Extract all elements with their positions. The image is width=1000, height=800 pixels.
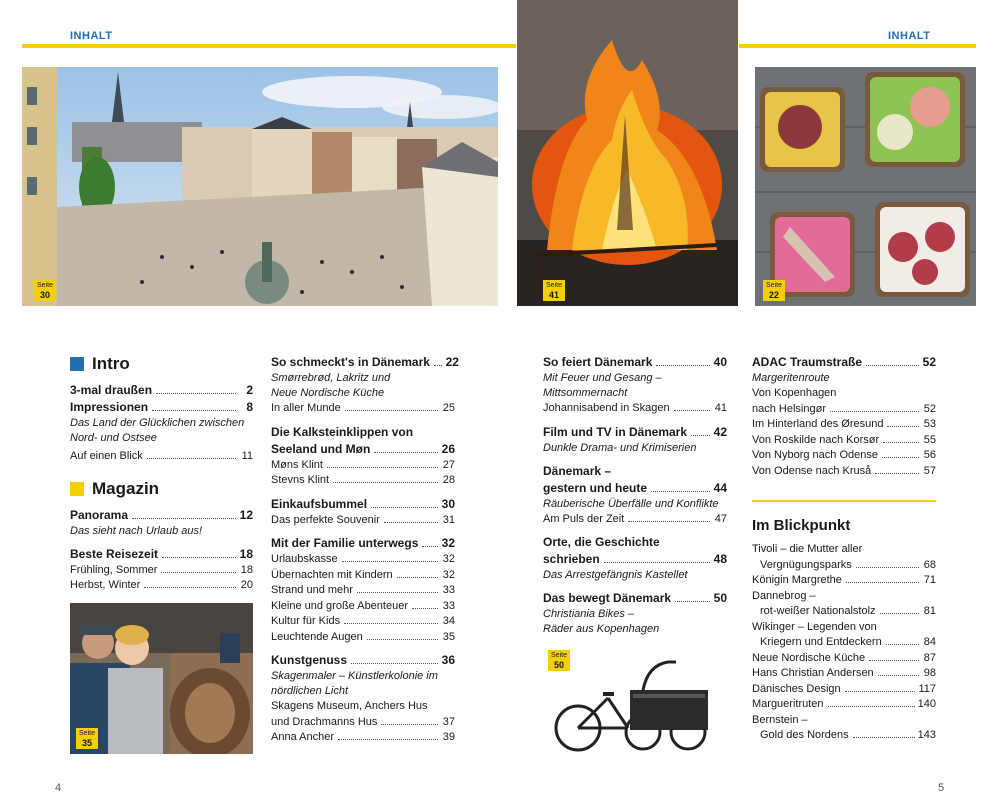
toc-subtitle: Smørrebrød, Lakritz und <box>271 372 391 384</box>
toc-subtitle: Mit Feuer und Gesang – <box>543 372 662 384</box>
badge-page-number: 30 <box>39 290 50 300</box>
badge-page-number: 22 <box>768 290 779 300</box>
toc-entry[interactable]: nach Helsingør 52 <box>752 402 936 415</box>
toc-entry-title: Die Kalksteinklippen von <box>271 424 414 439</box>
toc-entry[interactable]: 3-mal draußen 2 <box>70 383 253 397</box>
toc-entry[interactable]: rot-weißer Nationalstolz 81 <box>760 605 936 617</box>
photo-smorrebrod <box>755 67 976 306</box>
toc-entry[interactable]: Gold des Nordens 143 <box>760 729 936 741</box>
toc-column-1 <box>70 354 253 594</box>
toc-entry-title: Wikinger – Legenden von <box>752 620 877 633</box>
toc-entry[interactable]: und Drachmanns Hus 37 <box>271 715 455 728</box>
toc-column-2 <box>271 354 459 746</box>
badge-page-number: 35 <box>81 738 92 748</box>
toc-entry[interactable]: Møns Klint 27 <box>271 458 455 471</box>
yellow-square-icon <box>70 482 84 496</box>
section-title: Magazin <box>92 478 160 498</box>
badge-page-number: 41 <box>548 290 559 300</box>
toc-entry[interactable]: Herbst, Winter 20 <box>70 579 253 591</box>
toc-entry[interactable]: schrieben 48 <box>543 552 727 566</box>
photo-copenhagen-square <box>22 67 498 306</box>
toc-entry-title: Orte, die Geschichte <box>543 535 660 549</box>
page-badge-food <box>763 280 785 301</box>
toc-entry-title: Von Kopenhagen <box>752 387 837 399</box>
section-intro-heading <box>70 354 253 374</box>
photo-christiania-bike <box>548 650 713 760</box>
page-number-right: 5 <box>938 782 945 794</box>
toc-entry[interactable]: Panorama 12 <box>70 507 253 522</box>
badge-label: Seite <box>79 730 95 737</box>
toc-entry[interactable]: Urlaubskasse 32 <box>271 553 455 565</box>
header-right: INHALT <box>888 30 931 42</box>
badge-page-number: 50 <box>553 660 564 670</box>
blue-square-icon <box>70 357 84 371</box>
toc-column-3 <box>543 354 727 637</box>
toc-entry[interactable]: Kriegern und Entdeckern 84 <box>760 636 936 648</box>
toc-entry[interactable]: Impressionen 8 <box>70 400 253 414</box>
toc-subtitle: Christiania Bikes – <box>543 608 635 620</box>
toc-subtitle: Margeritenroute <box>752 372 830 384</box>
badge-label: Seite <box>546 282 562 289</box>
toc-entry-title: Dänemark – <box>543 463 612 478</box>
header-left: INHALT <box>70 30 113 42</box>
toc-entry[interactable]: Margueritruten 140 <box>752 698 936 710</box>
photo-family-wood <box>70 603 253 754</box>
toc-entry[interactable]: Das perfekte Souvenir 31 <box>271 513 455 526</box>
badge-label: Seite <box>37 282 53 289</box>
toc-entry[interactable]: Stevns Klint 28 <box>271 474 455 486</box>
header-rule-left <box>22 44 516 48</box>
page-badge-bike <box>548 650 570 671</box>
toc-entry[interactable]: Strand und mehr 33 <box>271 584 455 596</box>
toc-entry[interactable]: Hans Christian Andersen 98 <box>752 667 936 679</box>
section-title: Intro <box>92 354 130 373</box>
toc-blickpunkt <box>752 517 936 744</box>
separator-line <box>752 500 936 502</box>
toc-entry[interactable]: So schmeckt's in Dänemark 22 <box>271 355 459 369</box>
toc-entry[interactable]: Von Odense nach Kruså 57 <box>752 464 936 477</box>
toc-subtitle: Nord- und Ostsee <box>70 432 157 444</box>
section-blickpunkt-heading <box>752 517 936 534</box>
toc-entry[interactable]: Vergnügungsparks 68 <box>760 558 936 571</box>
toc-entry[interactable]: Kleine und große Abenteuer 33 <box>271 599 455 612</box>
toc-entry[interactable]: gestern und heute 44 <box>543 480 727 495</box>
toc-entry[interactable]: Von Nyborg nach Odense 56 <box>752 449 936 461</box>
toc-subtitle: Mittsommernacht <box>543 387 628 399</box>
toc-entry[interactable]: Frühling, Sommer 18 <box>70 563 253 576</box>
toc-subtitle: Skagenmaler – Künstlerkolonie im <box>271 670 438 682</box>
toc-entry[interactable]: Kultur für Kids 34 <box>271 615 455 627</box>
toc-subtitle: Neue Nordische Küche <box>271 387 385 399</box>
toc-entry[interactable]: Von Roskilde nach Korsør 55 <box>752 433 936 446</box>
toc-subtitle: Räder aus Kopenhagen <box>543 623 660 635</box>
toc-entry[interactable]: Königin Margrethe 71 <box>752 574 936 586</box>
toc-subtitle: Räuberische Überfälle und Konflikte <box>543 497 719 510</box>
toc-entry[interactable]: Übernachten mit Kindern 32 <box>271 568 455 581</box>
section-magazin-heading <box>70 479 253 499</box>
toc-entry[interactable]: Am Puls der Zeit 47 <box>543 512 727 525</box>
toc-entry[interactable]: Auf einen Blick 11 <box>70 450 253 462</box>
page-badge-fire <box>543 280 565 301</box>
page-badge-square <box>34 280 56 301</box>
toc-entry[interactable]: Dänisches Design 117 <box>752 682 936 695</box>
toc-subtitle: Dunkle Drama- und Krimiserien <box>543 441 697 454</box>
toc-entry[interactable]: Leuchtende Augen 35 <box>271 630 455 643</box>
page-number-left: 4 <box>55 782 62 794</box>
toc-entry[interactable]: Einkaufsbummel 30 <box>271 496 455 511</box>
toc-column-4 <box>752 354 936 479</box>
toc-subtitle: Das sieht nach Urlaub aus! <box>70 524 203 537</box>
toc-entry-title: Dannebrog – <box>752 589 816 602</box>
toc-entry-title: Skagens Museum, Anchers Hus <box>271 700 428 712</box>
toc-entry[interactable]: Kunstgenuss 36 <box>271 653 455 667</box>
toc-entry[interactable]: Film und TV in Dänemark 42 <box>543 424 727 439</box>
toc-subtitle: Das Arrestgefängnis Kastellet <box>543 569 688 581</box>
toc-entry[interactable]: In aller Munde 25 <box>271 402 455 414</box>
toc-entry[interactable]: Anna Ancher 39 <box>271 731 455 743</box>
photo-midsummer-bonfire <box>517 0 738 306</box>
section-title: Im Blickpunkt <box>752 517 851 534</box>
toc-subtitle: nördlichen Licht <box>271 685 349 697</box>
badge-label: Seite <box>766 282 782 289</box>
toc-entry[interactable]: ADAC Traumstraße 52 <box>752 355 936 369</box>
toc-entry-title: Bernstein – <box>752 713 808 726</box>
badge-label: Seite <box>551 652 567 659</box>
toc-entry[interactable]: Im Hinterland des Øresund 53 <box>752 418 936 430</box>
toc-entry[interactable]: Beste Reisezeit 18 <box>70 546 253 561</box>
toc-entry[interactable]: Seeland und Møn 26 <box>271 441 455 456</box>
toc-entry-title: Tivoli – die Mutter aller <box>752 543 863 555</box>
toc-entry[interactable]: Das bewegt Dänemark 50 <box>543 591 727 605</box>
toc-entry[interactable]: So feiert Dänemark 40 <box>543 355 727 369</box>
toc-entry[interactable]: Mit der Familie unterwegs 32 <box>271 536 455 550</box>
toc-subtitle: Das Land der Glücklichen zwischen <box>70 417 245 429</box>
toc-entry[interactable]: Neue Nordische Küche 87 <box>752 651 936 664</box>
header-rule-right <box>739 44 976 48</box>
toc-entry[interactable]: Johannisabend in Skagen 41 <box>543 402 727 414</box>
page-badge-family <box>76 728 98 749</box>
